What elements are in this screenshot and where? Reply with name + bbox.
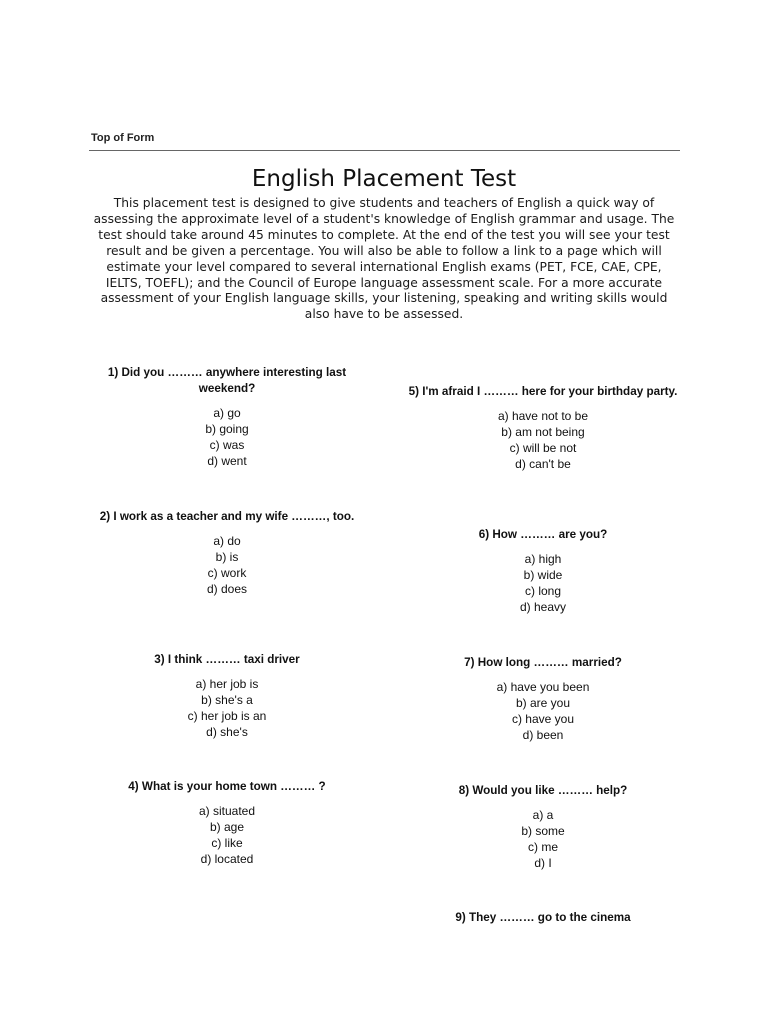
option-b[interactable]: b) are you	[515, 696, 571, 710]
question-text: 5) I'm afraid I ……… here for your birthday party.	[408, 385, 678, 398]
answer-options	[408, 551, 678, 615]
question-text: 7) How long ……… married?	[464, 656, 622, 669]
option-d[interactable]: d) went	[207, 454, 247, 468]
form-divider	[89, 150, 680, 151]
option-b[interactable]: b) am not being	[501, 425, 585, 439]
option-a[interactable]: a) her job is	[195, 677, 259, 691]
option-d[interactable]: d) she's	[206, 725, 248, 739]
option-b[interactable]: b) is	[215, 550, 239, 564]
question-text: 2) I work as a teacher and my wife ………, too.	[99, 510, 355, 523]
option-d[interactable]: d) heavy	[519, 600, 567, 614]
question-5	[408, 384, 678, 472]
option-c[interactable]: c) will be not	[509, 441, 577, 455]
question-8	[408, 783, 678, 871]
option-a[interactable]: a) go	[213, 406, 241, 420]
answer-options	[408, 807, 678, 871]
option-c[interactable]: c) have you	[511, 712, 575, 726]
question-text: 8) Would you like ……… help?	[458, 784, 628, 797]
question-9	[408, 910, 678, 926]
question-7	[408, 655, 678, 743]
question-text: 3) I think ……… taxi driver	[154, 653, 300, 666]
answer-options	[96, 676, 358, 740]
option-b[interactable]: b) she's a	[201, 693, 253, 707]
option-a[interactable]: a) do	[213, 534, 241, 548]
top-of-form-label: Top of Form	[91, 132, 155, 144]
option-c[interactable]: c) like	[211, 836, 243, 850]
answer-options	[96, 533, 358, 597]
option-d[interactable]: d) does	[206, 582, 248, 596]
question-1	[96, 365, 358, 469]
option-d[interactable]: d) can't be	[515, 457, 571, 471]
answer-options	[408, 408, 678, 472]
option-a[interactable]: a) have not to be	[497, 409, 589, 423]
option-a[interactable]: a) have you been	[496, 680, 590, 694]
option-c[interactable]: c) me	[528, 840, 558, 854]
option-b[interactable]: b) wide	[523, 568, 563, 582]
question-text: 4) What is your home town ……… ?	[128, 780, 326, 793]
option-a[interactable]: a) high	[524, 552, 562, 566]
option-c[interactable]: c) long	[524, 584, 562, 598]
page-title: English Placement Test	[251, 166, 517, 192]
option-a[interactable]: a) situated	[198, 804, 256, 818]
option-d[interactable]: d) been	[522, 728, 564, 742]
question-text: 6) How ……… are you?	[478, 528, 608, 541]
question-3	[96, 652, 358, 740]
question-6	[408, 527, 678, 615]
option-b[interactable]: b) going	[205, 422, 249, 436]
question-text: 1) Did you ……… anywhere interesting last weekend?	[107, 366, 347, 395]
answer-options	[96, 405, 358, 469]
question-text: 9) They ……… go to the cinema	[455, 911, 631, 924]
option-c[interactable]: c) her job is an	[187, 709, 267, 723]
option-b[interactable]: b) some	[521, 824, 565, 838]
option-c[interactable]: c) was	[209, 438, 245, 452]
answer-options	[96, 803, 358, 867]
option-d[interactable]: d) I	[534, 856, 552, 870]
question-4	[96, 779, 358, 867]
answer-options	[408, 679, 678, 743]
option-d[interactable]: d) located	[200, 852, 254, 866]
option-b[interactable]: b) age	[209, 820, 245, 834]
option-a[interactable]: a) a	[532, 808, 554, 822]
question-2	[96, 509, 358, 597]
option-c[interactable]: c) work	[207, 566, 247, 580]
intro-paragraph: This placement test is designed to give students and teachers of English a quick way of assessing the approximate level of a student's knowledge of English grammar and usage. The test should take around 45 minutes to complete. At the end of the test you will see your test result and be given a percentage. You will also be able to follow a link to a page which will estimate your level compared to several international English exams (PET, FCE, CAE, CPE, IELTS, TOEFL); and the Council of Europe language assessment scale. For a more accurate assessment of your English language skills, your listening, speaking and writing skills would also have to be assessed.	[93, 196, 675, 322]
